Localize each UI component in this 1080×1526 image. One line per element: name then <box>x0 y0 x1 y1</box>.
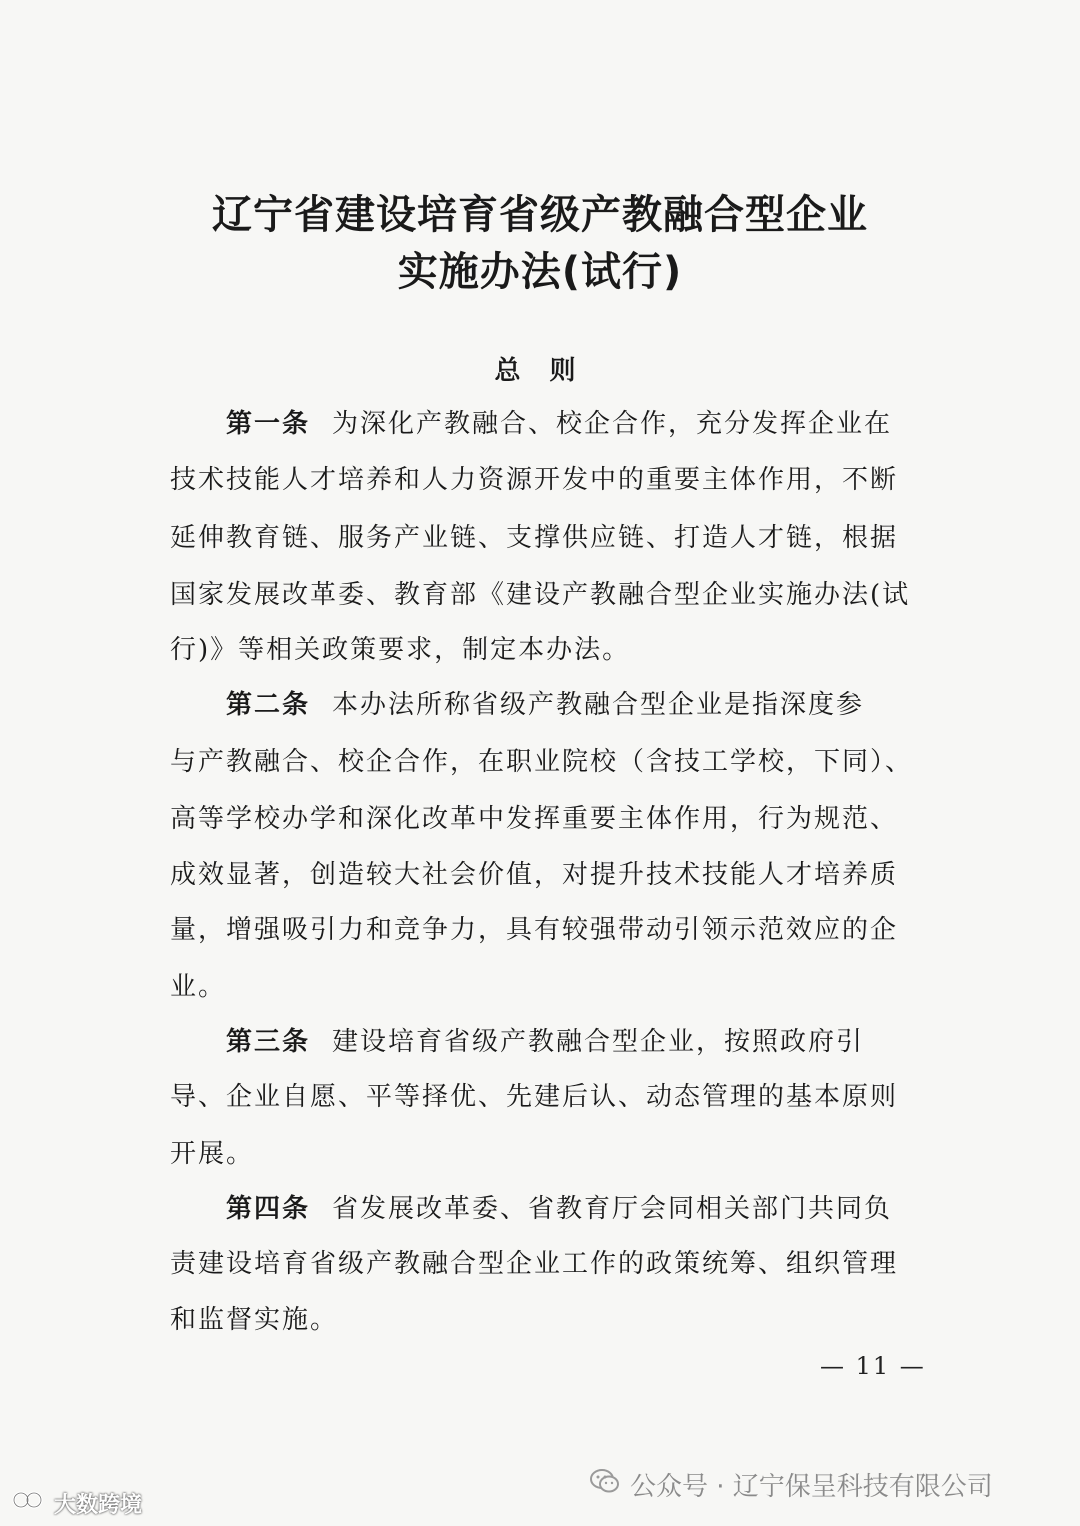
article-text: 与产教融合、校企合作，在职业院校（含技工学校，下同）、 <box>170 747 914 777</box>
watermark-left-text: 大数跨境 <box>54 1492 143 1518</box>
watermark-wechat <box>590 1466 993 1502</box>
article-text: 开展。 <box>170 1139 255 1169</box>
article-4-label: 第四条 <box>226 1194 311 1224</box>
article-text: 行)》等相关政策要求，制定本办法。 <box>170 635 631 665</box>
document-title-line2: 实施办法(试行) <box>397 249 683 295</box>
wechat-icon <box>590 1468 620 1501</box>
article-2-line-1 <box>170 688 900 722</box>
document-title-line1: 辽宁省建设培育省级产教融合型企业 <box>212 192 868 238</box>
article-3-label: 第三条 <box>226 1027 311 1057</box>
article-3-line-1 <box>170 1025 900 1059</box>
article-text: 业。 <box>170 972 227 1002</box>
article-2-label: 第二条 <box>226 690 311 720</box>
article-text: 为深化产教融合、校企合作，充分发挥企业在 <box>332 409 893 439</box>
article-text: 成效显著，创造较大社会价值，对提升技术技能人才培养质 <box>170 860 899 890</box>
article-text: 和监督实施。 <box>170 1305 339 1335</box>
watermark-right-text: 公众号 · 辽宁保呈科技有限公司 <box>630 1471 993 1502</box>
article-1-line-1 <box>170 407 900 441</box>
article-text: 量，增强吸引力和竞争力，具有较强带动引领示范效应的企 <box>170 915 899 945</box>
brand-logo-icon <box>12 1489 48 1517</box>
page-number: — 11 — <box>820 1352 926 1380</box>
article-text: 本办法所称省级产教融合型企业是指深度参 <box>332 690 865 720</box>
article-4-line-1 <box>170 1192 900 1226</box>
article-text: 责建设培育省级产教融合型企业工作的政策统筹、组织管理 <box>170 1249 899 1279</box>
watermark-brand <box>12 1488 142 1518</box>
article-text: 技术技能人才培养和人力资源开发中的重要主体作用，不断 <box>170 465 899 495</box>
article-text: 延伸教育链、服务产业链、支撑供应链、打造人才链，根据 <box>170 523 899 553</box>
article-text: 建设培育省级产教融合型企业，按照政府引 <box>332 1027 865 1057</box>
article-text: 省发展改革委、省教育厅会同相关部门共同负 <box>332 1194 893 1224</box>
article-text: 高等学校办学和深化改革中发挥重要主体作用，行为规范、 <box>170 804 899 834</box>
article-text: 导、企业自愿、平等择优、先建后认、动态管理的基本原则 <box>170 1082 899 1112</box>
article-text: 国家发展改革委、教育部《建设产教融合型企业实施办法(试 <box>170 580 911 610</box>
section-heading: 总 则 <box>494 356 586 386</box>
article-1-label: 第一条 <box>226 409 311 439</box>
